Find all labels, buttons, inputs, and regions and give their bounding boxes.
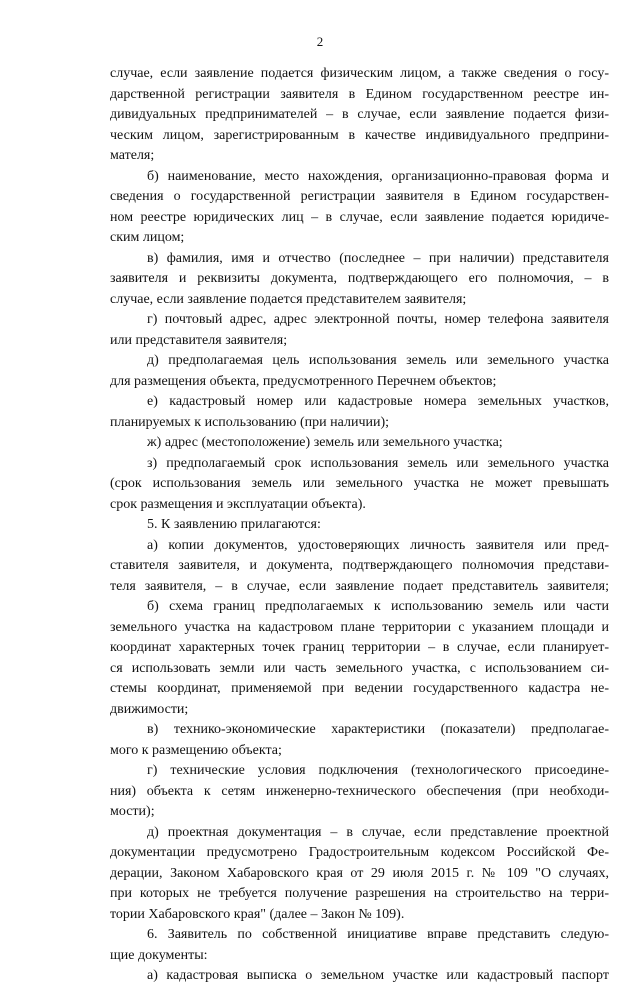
text-line: или представителя заявителя; (110, 332, 288, 348)
text-line: ся использовать земли или часть земельного участка, с использованием си- (110, 660, 609, 676)
text-line: при которых не требуется получение разрешения на строительство на терри- (110, 886, 609, 901)
text-line: а) копии документов, удостоверяющих личность заявителя или пред- (147, 537, 609, 553)
text-line: дарственной регистрации заявителя в Едином государственном реестре ин- (110, 86, 609, 102)
text-line: тории Хабаровского края" (далее – Закон № 109). (110, 906, 405, 922)
text-line: для размещения объекта, предусмотренного Перечнем объектов; (110, 373, 497, 389)
text-line: ж) адрес (местоположение) земель или земельного участка; (147, 435, 503, 450)
text-line: ческим лицом, зарегистрированным в качестве индивидуального предприни- (110, 127, 609, 143)
text-line: 5. К заявлению прилагаются: (147, 517, 321, 532)
text-line: 6. Заявитель по собственной инициативе вправе представить следую- (147, 927, 609, 942)
text-line: заявителя и реквизиты документа, подтверждающего его полномочия, – в (110, 271, 609, 286)
text-line: случае, если заявление подается физическим лицом, а также сведения о госу- (110, 66, 609, 81)
text-line: (срок использования земель или земельного участка не может превышать (110, 476, 609, 491)
text-line: ния) объекта к сетям инженерно-технического обеспечения (при необходи- (110, 783, 609, 799)
text-line: б) схема границ предполагаемых к использованию земель или части (147, 599, 609, 614)
text-line: теля заявителя, – в случае, если заявление подает представитель заявителя; (110, 578, 609, 594)
text-line: ном реестре юридических лиц – в случае, если заявление подается юридиче- (110, 209, 609, 225)
text-line: документации предусмотрено Градостроительным кодексом Российской Фе- (110, 845, 609, 860)
text-line: дерации, Законом Хабаровского края от 29 июля 2015 г. № 109 "О случаях, (110, 865, 609, 881)
text-line: мого к размещению объекта; (110, 742, 282, 758)
text-line: ским лицом; (110, 230, 185, 245)
text-line: земельного участка на кадастровом плане территории с указанием площади и (110, 619, 609, 635)
text-line: г) технические условия подключения (технологического присоедине- (147, 763, 609, 778)
text-line: срок размещения и эксплуатации объекта). (110, 496, 366, 512)
text-line: е) кадастровый номер или кадастровые номера земельных участков, (147, 394, 609, 409)
text-line: мости); (110, 804, 155, 819)
text-line: в) технико-экономические характеристики (показатели) предполагае- (147, 722, 609, 737)
text-line: мателя; (110, 148, 155, 163)
text-line: б) наименование, место нахождения, организационно-правовая форма и (147, 168, 609, 184)
page-number: 2 (316, 34, 324, 49)
text-line: ставителя заявителя, и документа, подтверждающего полномочия представи- (110, 558, 609, 573)
text-line: д) проектная документация – в случае, если представление проектной (147, 824, 609, 840)
text-line: сведения о государственной регистрации заявителя в Едином государствен- (110, 189, 609, 204)
text-line: стемы координат, применяемой при ведении государственного кадастра не- (110, 681, 609, 696)
text-line: планируемых к использованию (при наличии); (110, 414, 390, 430)
text-line: координат характерных точек границ территории – в случае, если планирует- (110, 640, 609, 655)
text-line: щие документы: (110, 947, 208, 963)
document-body (110, 64, 609, 987)
text-line: в) фамилия, имя и отчество (последнее – при наличии) представителя (147, 250, 609, 266)
text-line: случае, если заявление подается представителем заявителя; (110, 291, 467, 307)
text-line: дивидуальных предпринимателей – в случае, если заявление подается физи- (110, 107, 609, 122)
text-line: движимости; (110, 701, 189, 717)
text-line: а) кадастровая выписка о земельном участке или кадастровый паспорт (147, 968, 609, 983)
text-line: г) почтовый адрес, адрес электронной почты, номер телефона заявителя (147, 312, 609, 327)
text-line: д) предполагаемая цель использования земель или земельного участка (147, 353, 609, 368)
text-line: з) предполагаемый срок использования земель или земельного участка (147, 455, 609, 471)
